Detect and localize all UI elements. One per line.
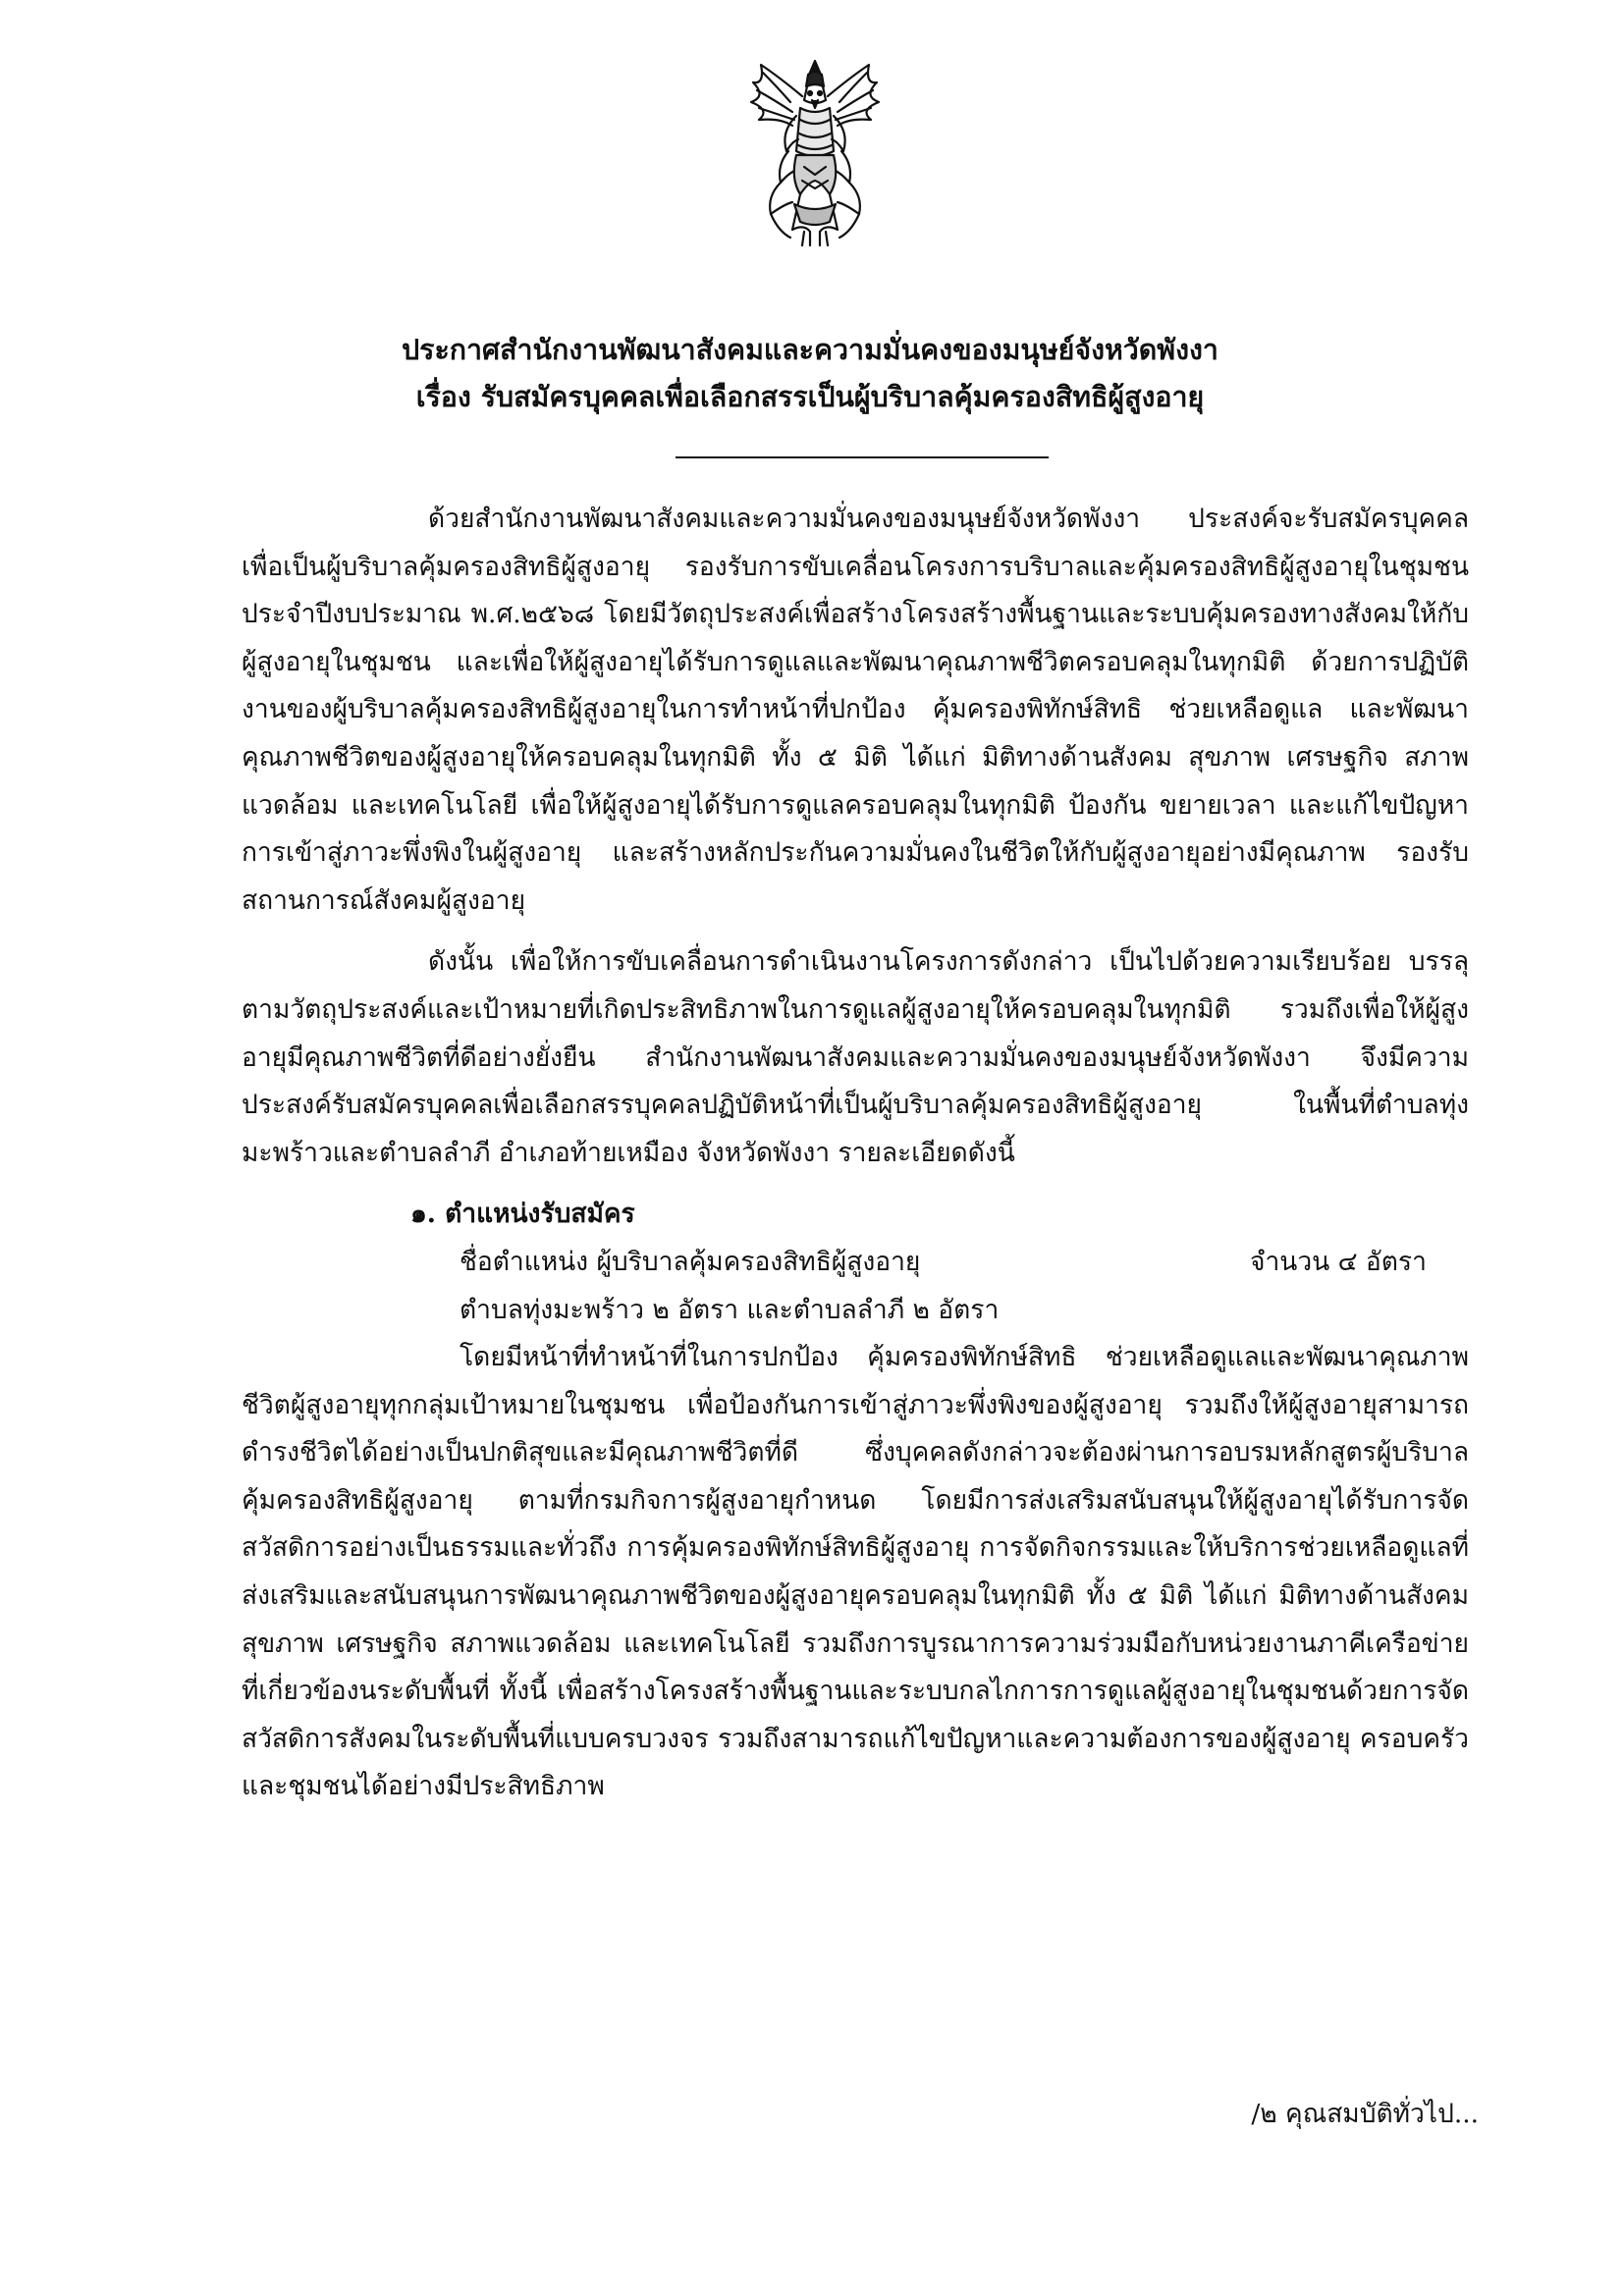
position-row — [410, 1239, 1469, 1287]
position-count: จำนวน ๔ อัตรา — [1250, 1246, 1427, 1277]
paragraph-purpose: ดังนั้น เพื่อให้การขับเคลื่อนการดำเนินงานโครงการดังกล่าว เป็นไปด้วยความเรียบร้อย บรรลุตามวัตถุประสงค์และเป้าหมายที่เกิดประสิทธิภาพในการดูแลผู้สูงอายุให้ครอบคลุมในทุกมิติ รวมถึงเพื่อให้ผู้สูงอายุมีคุณภาพชีวิตที่ดีอย่างยั่งยืน สำนักงานพัฒนาสังคมและความมั่นคงของมนุษย์จังหวัดพังงา จึงมีความประสงค์รับสมัครบุคคลเพื่อเลือกสรรบุคคลปฏิบัติหน้าที่เป็นผู้บริบาลคุ้มครองสิทธิผู้สูงอายุ ในพื้นที่ตำบลทุ่งมะพร้าวและตำบลลำภี อำเภอท้ายเหมือง จังหวัดพังงา รายละเอียดดังนี้ — [242, 946, 1469, 1168]
garuda-emblem-icon — [731, 57, 898, 248]
title-line-2: เรื่อง รับสมัครบุคคลเพื่อเลือกสรรเป็นผู้บริบาลคุ้มครองสิทธิผู้สูงอายุ — [415, 380, 1205, 413]
document-body — [242, 496, 1469, 1811]
title-line-1: ประกาศสำนักงานพัฒนาสังคมและความมั่นคงของมนุษย์จังหวัดพังงา — [402, 333, 1218, 366]
title-divider — [676, 456, 1049, 458]
position-name: ชื่อตำแหน่ง ผู้บริบาลคุ้มครองสิทธิผู้สูงอายุ — [460, 1246, 921, 1277]
position-areas: ตำบลทุ่งมะพร้าว ๒ อัตรา และตำบลลำภี ๒ อัตรา — [460, 1294, 1000, 1325]
announcement-title — [236, 326, 1384, 420]
position-duties: โดยมีหน้าที่ทำหน้าที่ในการปกป้อง คุ้มครองพิทักษ์สิทธิ ช่วยเหลือดูแลและพัฒนาคุณภาพชีวิตผู้สูงอายุทุกกลุ่มเป้าหมายในชุมชน เพื่อป้องกันการเข้าสู่ภาวะพึ่งพิงของผู้สูงอายุ รวมถึงให้ผู้สูงอายุสามารถดำรงชีวิตได้อย่างเป็นปกติสุขและมีคุณภาพชีวิตที่ดี ซึ่งบุคคลดังกล่าวจะต้องผ่านการอบรมหลักสูตรผู้บริบาลคุ้มครองสิทธิผู้สูงอายุ ตามที่กรมกิจการผู้สูงอายุกำหนด โดยมีการส่งเสริมสนับสนุนให้ผู้สูงอายุได้รับการจัดสวัสดิการอย่างเป็นธรรมและทั่วถึง การคุ้มครองพิทักษ์สิทธิผู้สูงอายุ การจัดกิจกรรมและให้บริการช่วยเหลือดูแลที่ส่งเสริมและสนับสนุนการพัฒนาคุณภาพชีวิตของผู้สูงอายุครอบคลุมในทุกมิติ ทั้ง ๕ มิติ ได้แก่ มิติทางด้านสังคม สุขภาพ เศรษฐกิจ สภาพแวดล้อม และเทคโนโลยี รวมถึงการบูรณาการความร่วมมือกับหน่วยงานภาคีเครือข่ายที่เกี่ยวข้องนระดับพื้นที่ ทั้งนี้ เพื่อสร้างโครงสร้างพื้นฐานและระบบกลไกการการดูแลผู้สูงอายุในชุมชนด้วยการจัดสวัสดิการสังคมในระดับพื้นที่แบบครบวงจร รวมถึงสามารถแก้ไขปัญหาและความต้องการของผู้สูงอายุ ครอบครัว และชุมชนได้อย่างมีประสิทธิภาพ — [242, 1342, 1469, 1802]
page-continuation-note: /๒ คุณสมบัติทั่วไป... — [1251, 2099, 1479, 2129]
paragraph-introduction: ด้วยสำนักงานพัฒนาสังคมและความมั่นคงของมนุษย์จังหวัดพังงา ประสงค์จะรับสมัครบุคคลเพื่อเป็นผู้บริบาลคุ้มครองสิทธิผู้สูงอายุ รองรับการขับเคลื่อนโครงการบริบาลและคุ้มครองสิทธิผู้สูงอายุในชุมชน ประจำปีงบประมาณ พ.ศ.๒๕๖๘ โดยมีวัตถุประสงค์เพื่อสร้างโครงสร้างพื้นฐานและระบบคุ้มครองทางสังคมให้กับผู้สูงอายุในชุมชน และเพื่อให้ผู้สูงอายุได้รับการดูแลและพัฒนาคุณภาพชีวิตครอบคลุมในทุกมิติ ด้วยการปฏิบัติงานของผู้บริบาลคุ้มครองสิทธิผู้สูงอายุในการทำหน้าที่ปกป้อง คุ้มครองพิทักษ์สิทธิ ช่วยเหลือดูแล และพัฒนาคุณภาพชีวิตของผู้สูงอายุให้ครอบคลุมในทุกมิติ ทั้ง ๕ มิติ ได้แก่ มิติทางด้านสังคม สุขภาพ เศรษฐกิจ สภาพแวดล้อม และเทคโนโลยี เพื่อให้ผู้สูงอายุได้รับการดูแลครอบคลุมในทุกมิติ ป้องกัน ขยายเวลา และแก้ไขปัญหาการเข้าสู่ภาวะพึ่งพิงในผู้สูงอายุ และสร้างหลักประกันความมั่นคงในชีวิตให้กับผู้สูงอายุอย่างมีคุณภาพ รองรับสถานการณ์สังคมผู้สูงอายุ — [242, 504, 1469, 916]
section-position — [242, 1191, 1469, 1334]
section-heading: ๑. ตำแหน่งรับสมัคร — [410, 1199, 635, 1230]
